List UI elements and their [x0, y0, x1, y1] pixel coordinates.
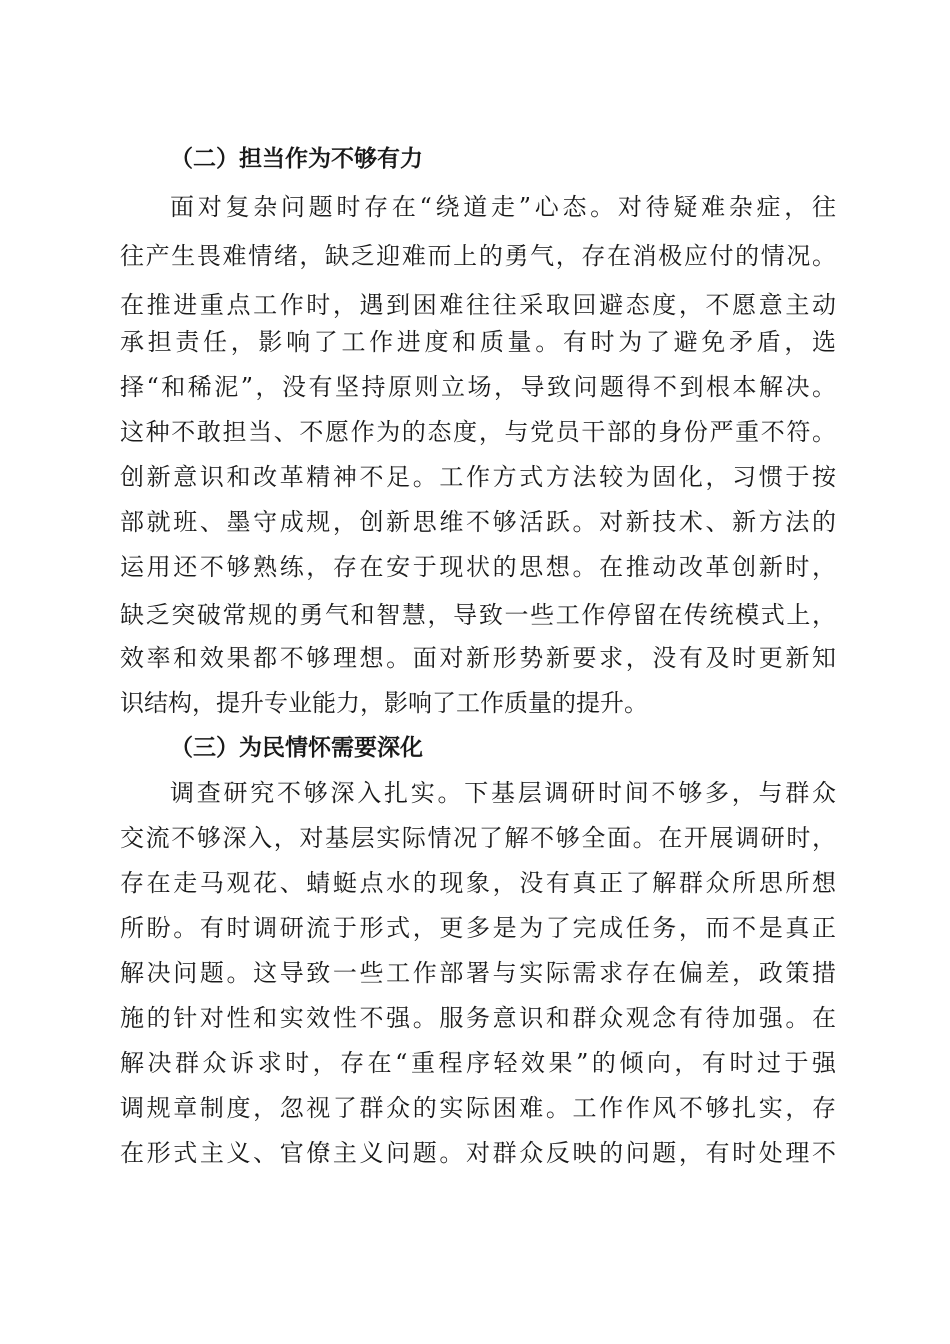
paragraph-line: 择“和稀泥”，没有坚持原则立场，导致问题得不到根本解决。	[120, 373, 836, 401]
paragraph-line: 调规章制度，忽视了群众的实际困难。工作作风不够扎实，存	[120, 1094, 836, 1122]
paragraph-line: 承担责任，影响了工作进度和质量。有时为了避免矛盾，选	[120, 328, 836, 356]
paragraph-line: 缺乏突破常规的勇气和智慧，导致一些工作停留在传统模式上，	[120, 601, 836, 629]
section-heading-3: （三）为民情怀需要深化	[170, 735, 423, 761]
paragraph-line: 在形式主义、官僚主义问题。对群众反映的问题，有时处理不	[120, 1139, 836, 1167]
paragraph-line: 面对复杂问题时存在“绕道走”心态。对待疑难杂症，往	[170, 193, 836, 221]
paragraph-line: 解决群众诉求时，存在“重程序轻效果”的倾向，有时过于强	[120, 1049, 836, 1077]
paragraph-line: 这种不敢担当、不愿作为的态度，与党员干部的身份严重不符。	[120, 418, 836, 446]
paragraph-line: 运用还不够熟练，存在安于现状的思想。在推动改革创新时，	[120, 553, 836, 581]
paragraph-line: 效率和效果都不够理想。面对新形势新要求，没有及时更新知	[120, 644, 836, 672]
paragraph-line: 部就班、墨守成规，创新思维不够活跃。对新技术、新方法的	[120, 508, 836, 536]
paragraph-line: 识结构，提升专业能力，影响了工作质量的提升。	[120, 689, 648, 717]
paragraph-line: 施的针对性和实效性不强。服务意识和群众观念有待加强。在	[120, 1004, 836, 1032]
paragraph-line: 解决问题。这导致一些工作部署与实际需求存在偏差，政策措	[120, 959, 836, 987]
paragraph-line: 往产生畏难情绪，缺乏迎难而上的勇气，存在消极应付的情况。	[120, 242, 836, 270]
paragraph-line: 调查研究不够深入扎实。下基层调研时间不够多，与群众	[170, 779, 836, 807]
paragraph-line: 交流不够深入，对基层实际情况了解不够全面。在开展调研时，	[120, 824, 836, 852]
section-heading-2: （二）担当作为不够有力	[170, 146, 423, 172]
paragraph-line: 在推进重点工作时，遇到困难往往采取回避态度，不愿意主动	[120, 291, 836, 319]
paragraph-line: 存在走马观花、蜻蜓点水的现象，没有真正了解群众所思所想	[120, 869, 836, 897]
paragraph-line: 所盼。有时调研流于形式，更多是为了完成任务，而不是真正	[120, 914, 836, 942]
paragraph-line: 创新意识和改革精神不足。工作方式方法较为固化，习惯于按	[120, 463, 836, 491]
